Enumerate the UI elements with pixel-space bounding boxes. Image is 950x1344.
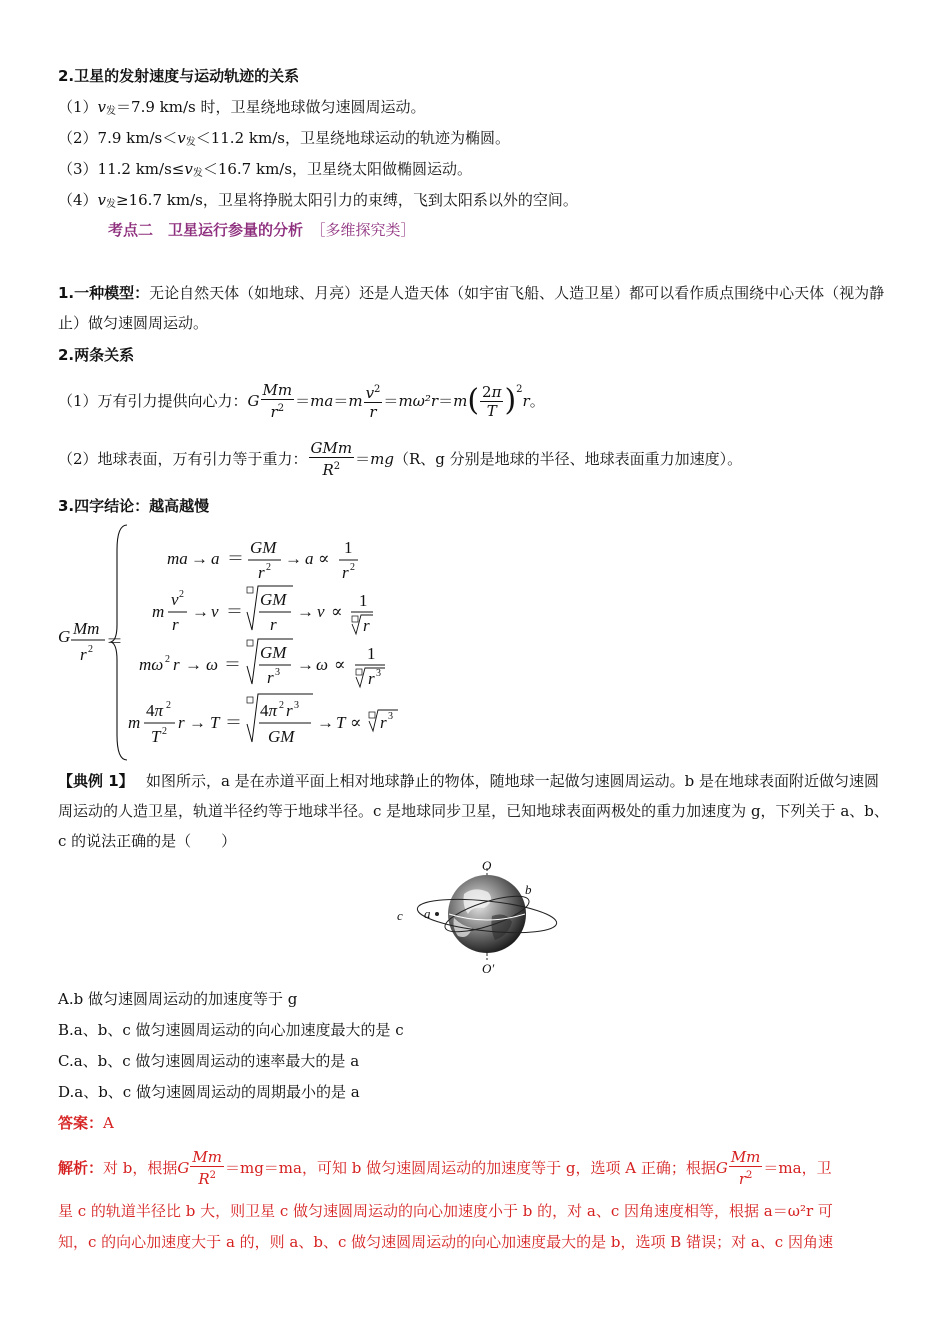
svg-text:2: 2 [350,562,355,573]
svg-text:ma: ma [167,549,188,568]
svg-text:r: r [286,701,293,720]
svg-text:4π: 4π [146,701,164,720]
speed-item-4: $(4)v_发\ge 16.7$ km/s，卫星将挣脱太阳引力的束缚，飞到太阳系以外的空间。 [58,191,578,210]
svg-text:ω: ω [316,655,329,674]
svg-text:2: 2 [88,644,93,655]
svg-text:GM: GM [260,590,287,609]
relations-title: 2.两条关系 [58,346,135,364]
svg-text:＝: ＝ [226,602,243,621]
example-paragraph: 【典例 1】 如图所示，a 是在赤道平面上相对地球静止的物体，随地球一起做匀速圆周运动。b 是在地球表面附近做匀速圆周运动的人造卫星，轨道半径约等于地球半径。c 是地球同步卫星，已知地球表面两极处的重力加速度为 g，下列关于 a、b、c 的说法正确的是（ ） [58,772,889,850]
svg-text:G: G [58,627,71,646]
topic-heading: 考点二 卫星运行参量的分析 ［多维探究类］ [108,221,416,239]
svg-text:→: → [191,549,208,568]
svg-text:v: v [211,602,219,621]
svg-text:T: T [336,713,346,732]
svg-text:→: → [189,713,206,732]
analysis-line-1: 解析： 对 b，根据 G $\frac{Mm}{R^2}$ ＝mg＝ma，可知 b 做匀速圆周运动的加速度等于 g，选项 A 正确；根据 G $\frac{Mm}{r^2}$ ＝ma，卫 [58,1148,832,1188]
svg-text:r: r [178,713,185,732]
svg-text:∝: ∝ [318,549,330,568]
svg-text:→: → [297,602,314,621]
model-paragraph: 1.一种模型：无论自然天体（如地球、月亮）还是人造天体（如宇宙飞船、人造卫星）都可以看作质点围绕中心天体（视为静止）做匀速圆周运动。 [58,284,885,332]
option-c: C.a、b、c 做匀速圆周运动的速率最大的是 a [58,1052,360,1070]
svg-text:a: a [211,549,220,568]
svg-text:r: r [363,616,370,635]
svg-text:m: m [128,713,141,732]
svg-text:v: v [171,590,179,609]
orbit-relations-formula [55,520,435,765]
analysis-line-3: 知，c 的向心加速度大于 a 的，则 a、b、c 做匀速圆周运动的向心加速度最大的是 b，选项 B 错误；对 a、c 因角速 [58,1233,833,1251]
svg-text:r: r [172,615,179,634]
svg-text:2: 2 [165,654,170,665]
option-d: D.a、b、c 做匀速圆周运动的周期最小的是 a [58,1083,360,1101]
label-a: a [424,906,431,921]
label-b: b [525,882,532,897]
svg-text:r: r [258,563,265,582]
svg-text:r: r [270,615,277,634]
svg-text:r: r [342,563,349,582]
svg-text:r: r [267,668,274,687]
svg-text:2: 2 [179,589,184,600]
label-axis-bottom: O′ [482,961,495,976]
svg-text:＝: ＝ [227,549,244,568]
svg-text:∝: ∝ [331,602,343,621]
svg-text:→: → [297,655,314,674]
earth-globe [448,875,526,953]
svg-text:GM: GM [250,538,277,557]
svg-text:∝: ∝ [334,655,346,674]
svg-text:Mm: Mm [73,619,100,638]
svg-text:r: r [380,713,387,732]
svg-text:m: m [152,602,165,621]
earth-orbit-figure [392,856,562,980]
relation-2: （2）地球表面，万有引力等于重力： $\frac{\text{GMm}}{R^2}$ ＝ mg （R、g 分别是地球的半径、地球表面重力加速度）。 [58,439,743,479]
svg-text:3: 3 [388,711,393,722]
svg-text:2: 2 [279,700,284,711]
svg-text:＝: ＝ [225,713,242,732]
svg-text:GM: GM [268,727,295,746]
svg-text:r: r [80,645,87,664]
label-c: c [397,908,403,923]
svg-text:r: r [173,655,180,674]
option-a: A.b 做匀速圆周运动的加速度等于 g [58,990,298,1008]
svg-text:2: 2 [166,700,171,711]
svg-text:→: → [185,655,202,674]
answer-line: 答案：A [58,1114,114,1132]
option-b: B.a、b、c 做匀速圆周运动的向心加速度最大的是 c [58,1021,404,1039]
svg-text:∝: ∝ [350,713,362,732]
relation-1: （1）万有引力提供向心力： G $\frac{Mm}{r^2}$ ＝ ma ＝ m $\frac{v^2}{r}$ ＝ mω²r ＝ m ( $\frac{2\pi}{T}$ ) $^2$ r 。 [58,381,545,421]
speed-item-1: $(1)v_发=7.9$ km/s 时，卫星绕地球做匀速圆周运动。 [58,98,426,117]
svg-text:T: T [210,713,220,732]
svg-text:a: a [305,549,314,568]
section-title-launch-speed: 2.卫星的发射速度与运动轨迹的关系 [58,67,300,85]
topic-tag: ［多维探究类］ [318,221,416,239]
svg-text:3: 3 [275,667,280,678]
svg-text:＝: ＝ [224,655,241,674]
svg-text:2: 2 [266,562,271,573]
svg-text:1: 1 [344,538,353,557]
svg-text:T: T [151,727,161,746]
analysis-line-2: 星 c 的轨道半径比 b 大，则卫星 c 做匀速圆周运动的向心加速度小于 b 的，对 a、c 因角速度相等，根据 a＝ω²r 可 [58,1202,833,1220]
svg-text:GM: GM [260,643,287,662]
svg-text:3: 3 [294,700,299,711]
conclusion-title: 3.四字结论：越高越慢 [58,497,210,515]
svg-text:1: 1 [367,644,376,663]
svg-text:→: → [285,549,302,568]
svg-text:mω: mω [139,655,164,674]
label-axis-top: O [482,858,492,873]
svg-text:1: 1 [359,591,368,610]
svg-text:ω: ω [206,655,219,674]
example-label: 【典例 1】 [58,772,127,790]
svg-text:v: v [317,602,325,621]
svg-text:→: → [192,602,209,621]
svg-text:→: → [317,713,334,732]
speed-item-2: （2）7.9 $km/s<v_发<11.2$ km/s，卫星绕地球运动的轨迹为椭圆。 [58,129,510,148]
svg-text:r: r [368,669,375,688]
svg-text:3: 3 [376,668,381,679]
svg-text:＝: ＝ [106,632,123,651]
speed-item-3: （3）11.2 $km/s\le v_发<16.7$ km/s，卫星绕太阳做椭圆运动。 [58,160,473,179]
svg-text:4π: 4π [260,701,278,720]
svg-text:2: 2 [162,726,167,737]
